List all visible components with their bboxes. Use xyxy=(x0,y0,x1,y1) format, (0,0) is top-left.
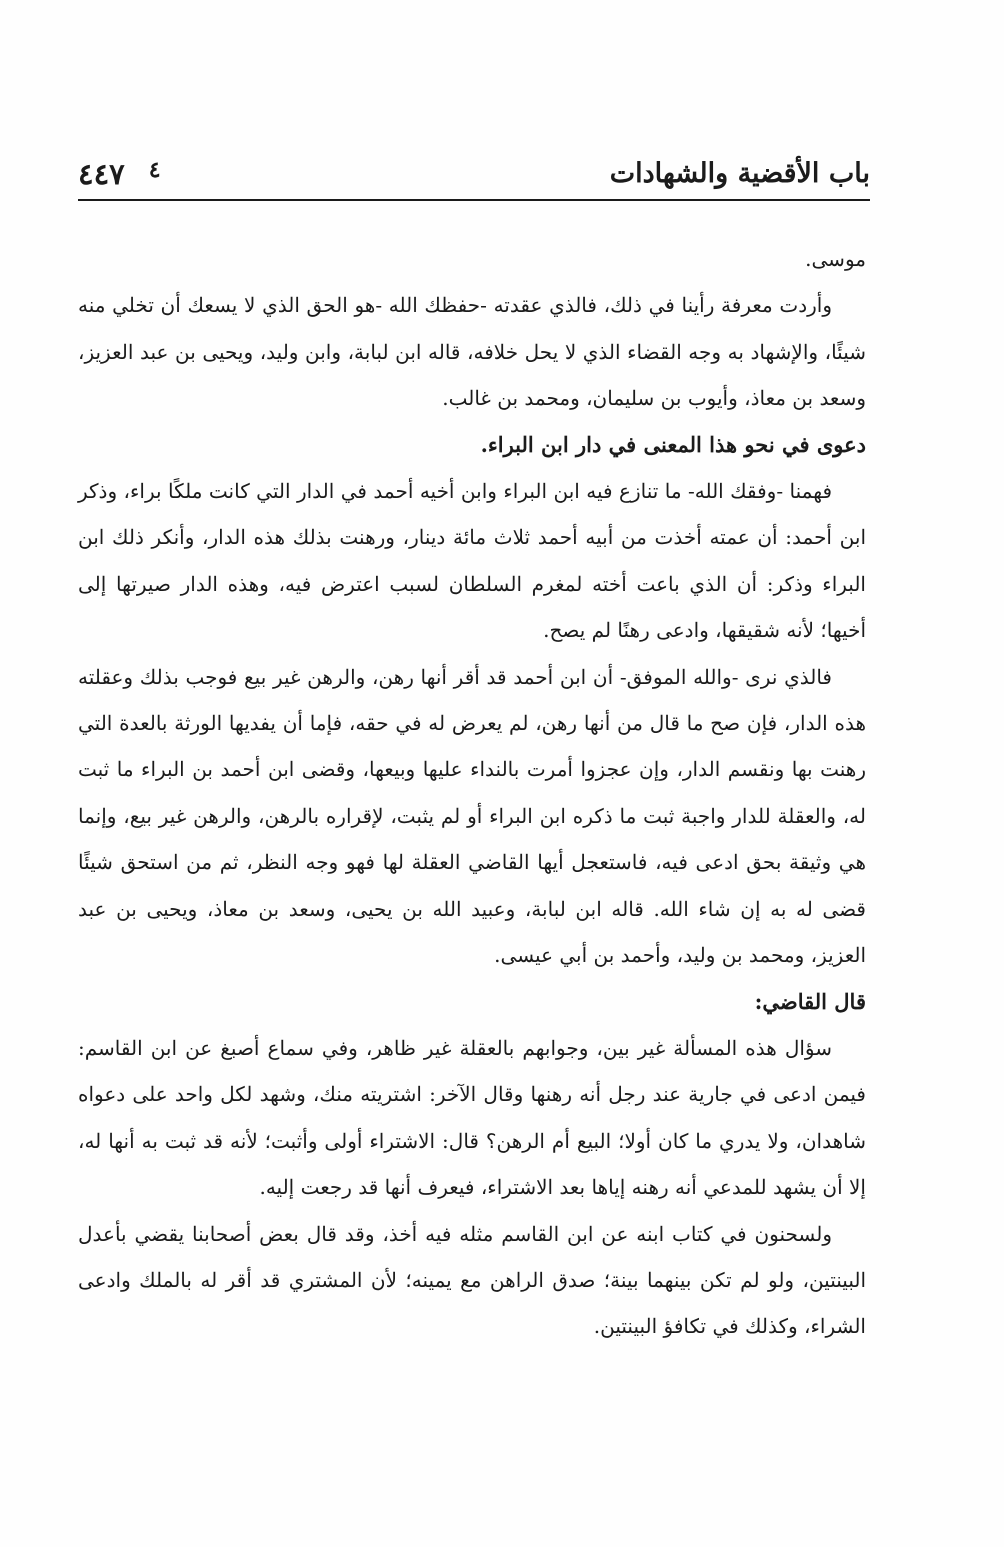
paragraph: سؤال هذه المسألة غير بين، وجوابهم بالعقلة غير ظاهر، وفي سماع أصبغ عن ابن القاسم: فيمن ادعى في جارية عند رجل أنه رهنها وقال الآخر: اشتريته منك، وشهد لكل واحد على دعواه شاهدان، ولا يدري ما كان أولا؛ البيع أم الرهن؟ قال: الاشتراء أولى وأثبت؛ لأنه قد ثبت به أنها له، إلا أن يشهد للمدعي أنه رهنه إياها بعد الاشتراء، فيعرف أنها قد رجعت إليه. xyxy=(78,1035,866,1200)
main-text xyxy=(78,236,866,1350)
paragraph: وأردت معرفة رأينا في ذلك، فالذي عقدته -حفظك الله -هو الحق الذي لا يسعك أن تخلي منه شيئًا، والإشهاد به وجه القضاء الذي لا يحل خلافه، قاله ابن لبابة، وابن وليد، ويحيى بن عبد العزيز، وسعد بن معاذ، وأيوب بن سليمان، ومحمد بن غالب. xyxy=(78,293,866,411)
section-heading: دعوى في نحو هذا المعنى في دار ابن البراء. xyxy=(480,431,866,457)
section-heading: قال القاضي: xyxy=(754,988,866,1014)
paragraph: فالذي نرى -والله الموفق- أن ابن أحمد قد أقر أنها رهن، والرهن غير بيع فوجب بذلك وعقلته هذه الدار، فإن صح ما قال من أنها رهن، لم يعرض له في حقه، فإما أن يفديها الورثة بالعدة التي رهنت بها ونقسم الدار، وإن عجزوا أمرت بالنداء عليها وبيعها، وقضى ابن أحمد بن البراء ما ثبت له، والعقلة للدار واجبة ثبت ما ذكره ابن البراء أو لم يثبت، لإقراره بالرهن، والرهن غير بيع، وإنما هي وثيقة بحق ادعى فيه، فاستعجل أيها القاضي العقلة لها فهو وجه النظر، ثم من استحق شيئًا قضى له به إن شاء الله. قاله ابن لبابة، وعبيد الله بن يحيى، وسعد بن معاذ، ويحيى بن عبد العزيز، ومحمد بن وليد، وأحمد بن أبي عيسى. xyxy=(78,664,867,968)
running-title: باب الأقضية والشهادات xyxy=(609,158,870,189)
paragraph-continuation: موسى. xyxy=(805,247,866,271)
page-number-group xyxy=(78,156,161,192)
page-header xyxy=(78,150,870,192)
header-rule xyxy=(78,199,870,201)
page-mark: ٤ xyxy=(148,157,161,183)
paragraph: فهمنا -وفقك الله- ما تنازع فيه ابن البراء وابن أخيه أحمد في الدار التي كانت ملكًا براء، وذكر ابن أحمد: أن عمته أخذت من أبيه أحمد ثلاث مائة دينار، ورهنت بذلك هذه الدار، وأنكر ذلك ابن البراء وذكر: أن الذي باعت أخته لمغرم السلطان لسبب اعترض فيه، وهذه الدار صيرتها إلى أخيها؛ لأنه شقيقها، وادعى رهنًا لم يصح. xyxy=(78,479,867,643)
paragraph: ولسحنون في كتاب ابنه عن ابن القاسم مثله فيه أخذ، وقد قال بعض أصحابنا يقضي بأعدل البينتين، ولو لم تكن بينهما بينة؛ صدق الراهن مع يمينه؛ لأن المشتري قد أقر له بالملك وادعى الشراء، وكذلك في تكافؤ البينتين. xyxy=(78,1221,866,1339)
page-number: ٤٤٧ xyxy=(78,157,125,191)
